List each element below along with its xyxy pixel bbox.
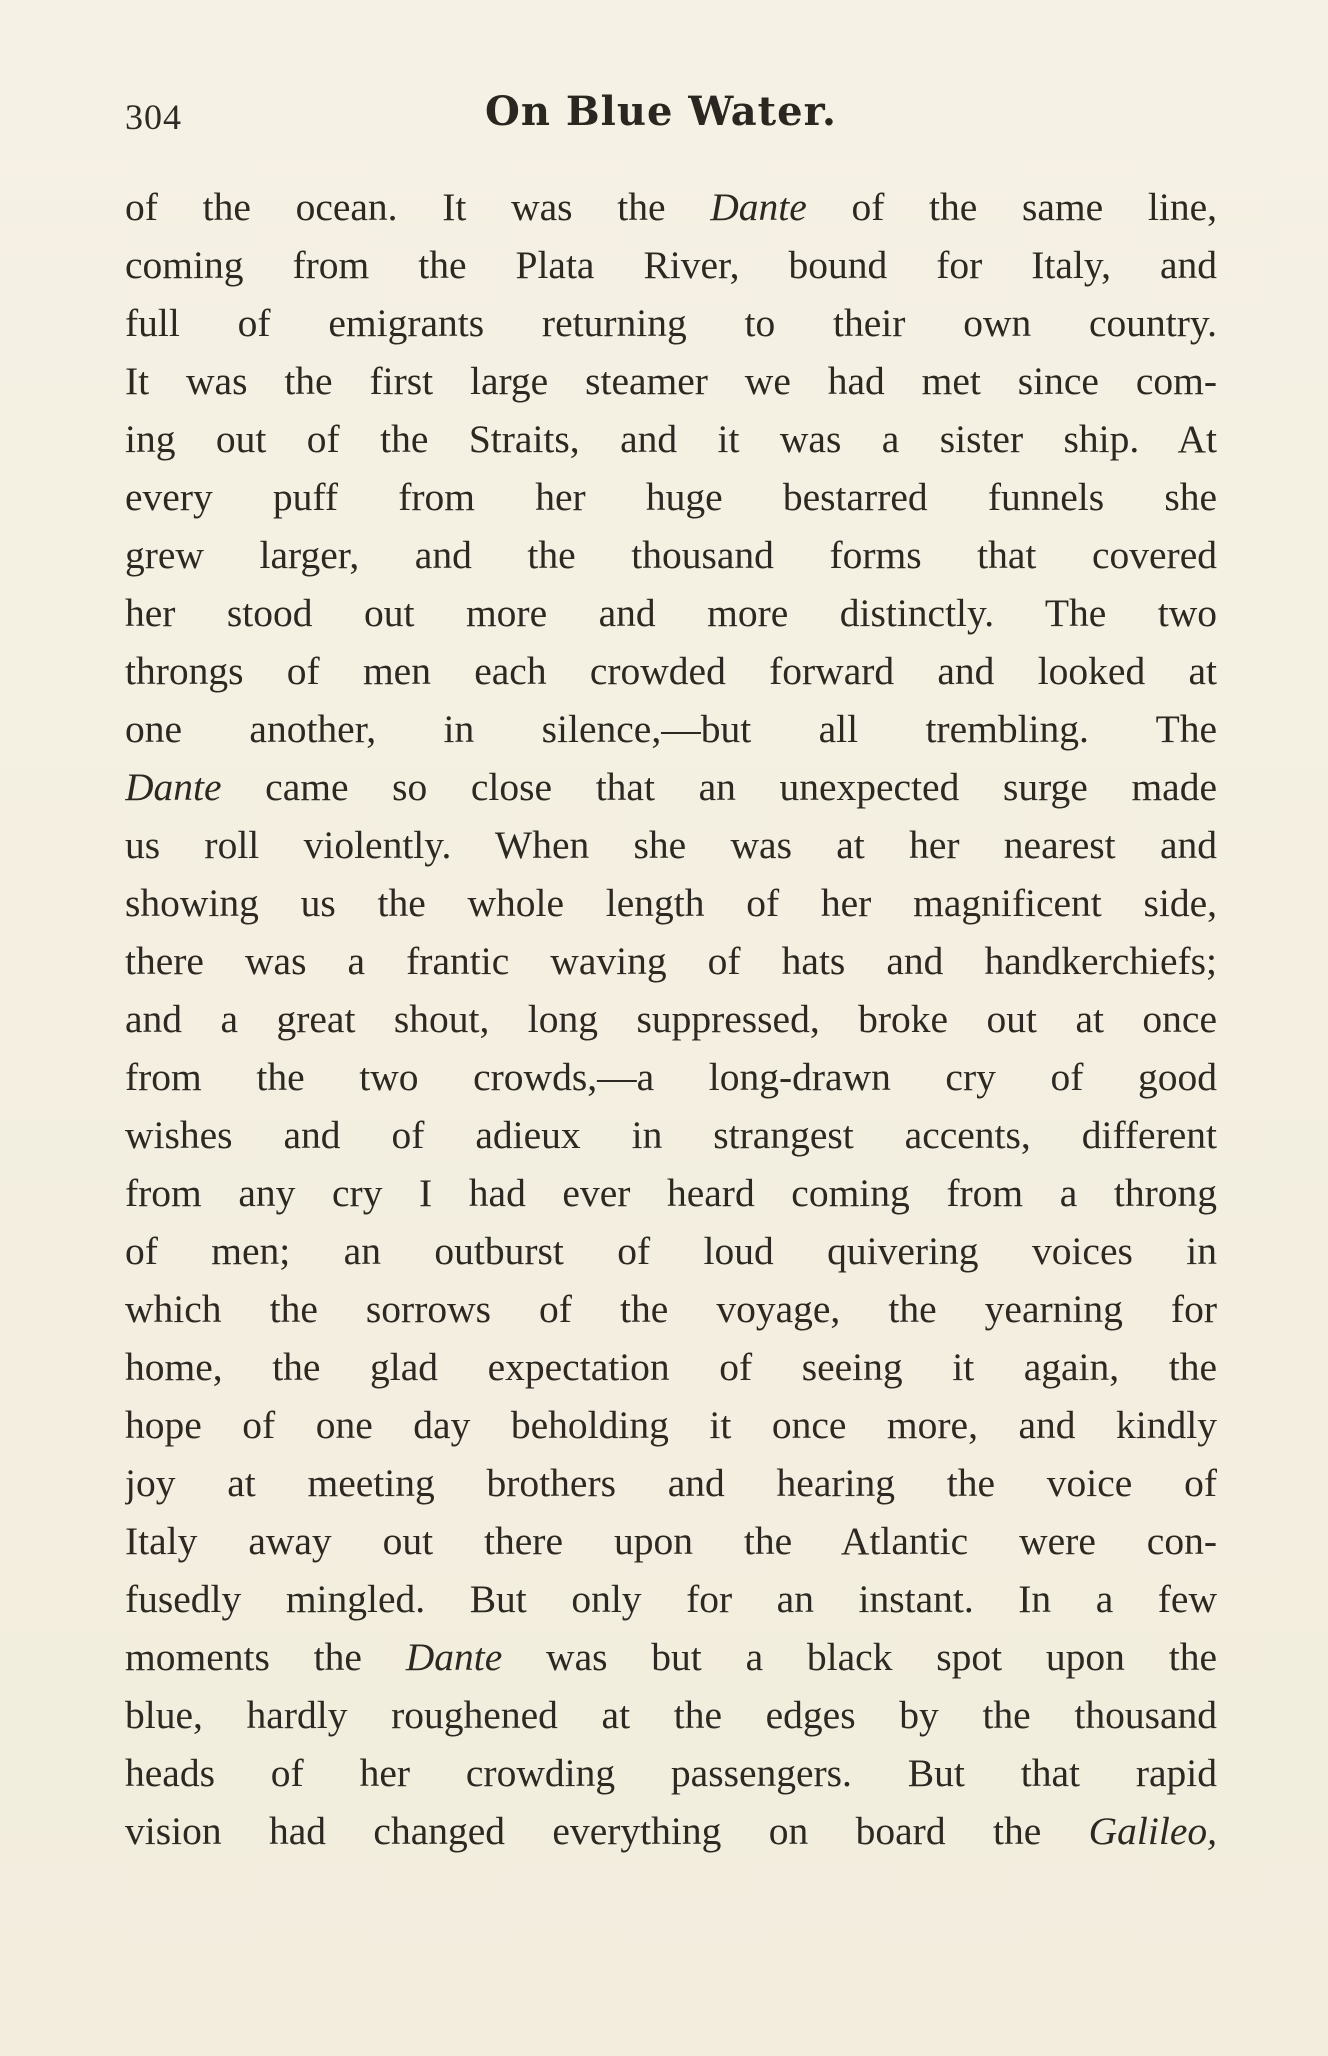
text-line (125, 1628, 1217, 1686)
text-segment: throngs of men each crowded forward and looked at (125, 649, 1217, 693)
text-segment: Italy away out there upon the Atlantic were con- (125, 1519, 1217, 1563)
text-segment: vision had changed everything on board the (125, 1809, 1089, 1853)
text-segment: of men; an outburst of loud quivering voices in (125, 1229, 1217, 1273)
text-segment: blue, hardly roughened at the edges by the thousand (125, 1693, 1217, 1737)
text-line (125, 1686, 1217, 1744)
text-line (125, 352, 1217, 410)
text-segment: coming from the Plata River, bound for Italy, and (125, 243, 1217, 287)
text-segment: of the same line, (806, 185, 1217, 229)
text-segment: hope of one day beholding it once more, and kindly (125, 1403, 1217, 1447)
text-segment: came so close that an unexpected surge made (221, 765, 1217, 809)
text-segment: from any cry I had ever heard coming from a throng (125, 1171, 1217, 1215)
text-segment: home, the glad expectation of seeing it again, the (125, 1345, 1217, 1389)
text-segment: heads of her crowding passengers. But that rapid (125, 1751, 1217, 1795)
text-line (125, 294, 1217, 352)
text-segment: and a great shout, long suppressed, broke out at once (125, 997, 1217, 1041)
text-segment: moments the (125, 1635, 406, 1679)
text-segment: ing out of the Straits, and it was a sister ship. At (125, 417, 1217, 461)
italic-ship-name: Dante (405, 1635, 503, 1679)
text-line (125, 1570, 1217, 1628)
text-segment: every puff from her huge bestarred funnels she (125, 475, 1217, 519)
italic-ship-name: Dante (125, 765, 222, 809)
text-line (125, 700, 1217, 758)
text-segment: her stood out more and more distinctly. The two (125, 591, 1217, 635)
text-segment: grew larger, and the thousand forms that covered (125, 533, 1217, 577)
body-text (125, 178, 1217, 1860)
text-line (125, 1454, 1217, 1512)
page-header (125, 88, 1215, 158)
text-segment: from the two crowds,—a long-drawn cry of good (125, 1055, 1217, 1099)
text-segment: one another, in silence,—but all trembling. The (125, 707, 1217, 751)
text-line (125, 1164, 1217, 1222)
text-line (125, 932, 1217, 990)
text-segment: us roll violently. When she was at her nearest and (125, 823, 1217, 867)
text-line (125, 758, 1217, 816)
text-segment: It was the first large steamer we had met since com- (125, 359, 1217, 403)
text-line (125, 1222, 1217, 1280)
text-line (125, 1512, 1217, 1570)
text-line (125, 1048, 1217, 1106)
text-line (125, 526, 1217, 584)
text-line (125, 874, 1217, 932)
text-segment: of the ocean. It was the (125, 185, 711, 229)
italic-ship-name: Dante (710, 185, 807, 229)
text-segment: wishes and of adieux in strangest accents, different (125, 1113, 1217, 1157)
text-line (125, 1744, 1217, 1802)
italic-ship-name: Galileo, (1088, 1809, 1217, 1853)
text-line (125, 1106, 1217, 1164)
text-line (125, 816, 1217, 874)
text-segment: full of emigrants returning to their own country. (125, 301, 1217, 345)
text-line (125, 1280, 1217, 1338)
text-segment: fusedly mingled. But only for an instant. In a few (125, 1577, 1217, 1621)
text-segment: showing us the whole length of her magnificent side, (125, 881, 1217, 925)
running-title: On Blue Water. (485, 88, 837, 135)
text-line (125, 1802, 1217, 1860)
text-line (125, 178, 1217, 236)
text-segment: which the sorrows of the voyage, the yearning for (125, 1287, 1217, 1331)
page-number: 304 (125, 97, 182, 137)
text-segment: joy at meeting brothers and hearing the voice of (125, 1461, 1217, 1505)
text-line (125, 410, 1217, 468)
text-segment: there was a frantic waving of hats and handkerchiefs; (125, 939, 1217, 983)
text-line (125, 990, 1217, 1048)
text-line (125, 584, 1217, 642)
text-line (125, 1338, 1217, 1396)
text-line (125, 236, 1217, 294)
text-line (125, 1396, 1217, 1454)
text-line (125, 468, 1217, 526)
text-segment: was but a black spot upon the (502, 1635, 1217, 1679)
text-line (125, 642, 1217, 700)
